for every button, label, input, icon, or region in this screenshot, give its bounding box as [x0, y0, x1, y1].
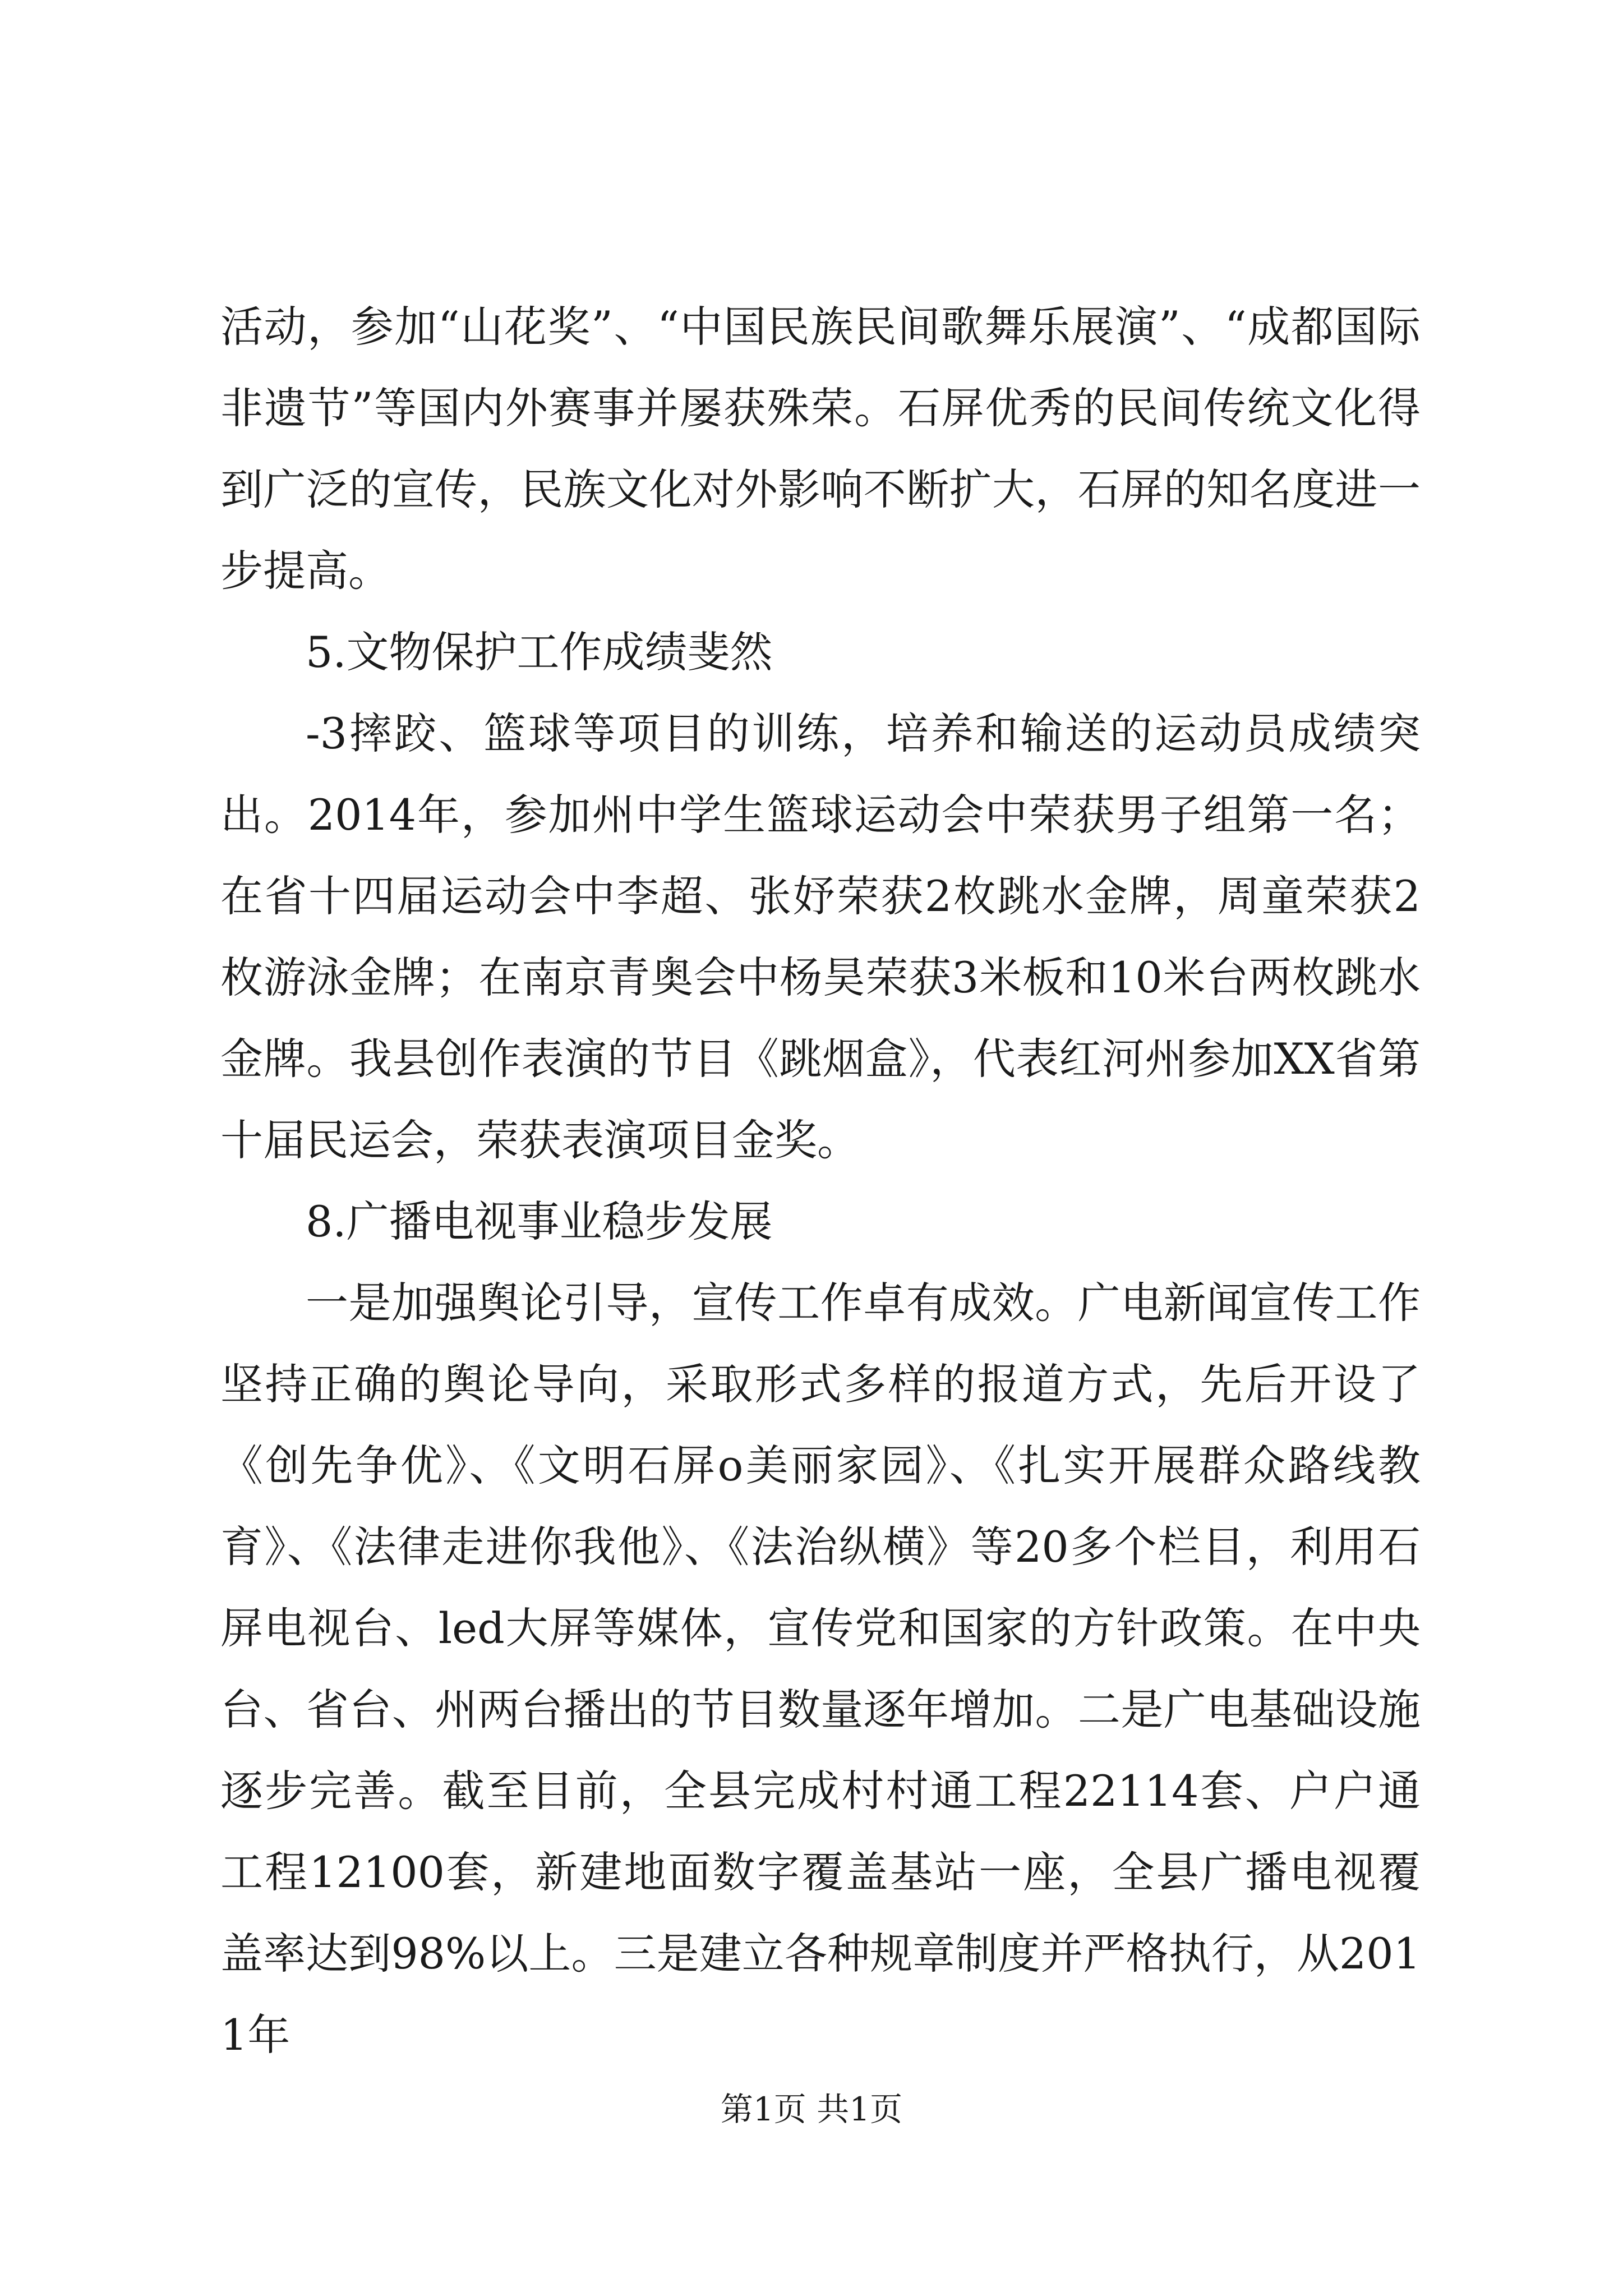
section-heading-5: 5.文物保护工作成绩斐然 [306, 627, 773, 677]
page-footer: 第1页 共1页 [720, 2090, 903, 2128]
paragraph-sports: -3摔跤、篮球等项目的训练，培养和输送的运动员成绩突出。2014年，参加州中学生篮球运动会中荣获男子组第一名；在省十四届运动会中李超、张妤荣获2枚跳水金牌，周童荣获2枚游泳金牌；在南京青奥会中杨昊荣获3米板和10米台两枚跳水金牌。我县创作表演的节目《跳烟盒》，代表红河州参加XX省第十届民运会，荣获表演项目金奖。 [220, 708, 1421, 1165]
section-heading-8: 8.广播电视事业稳步发展 [306, 1197, 773, 1246]
paragraph-broadcasting: 一是加强舆论引导，宣传工作卓有成效。广电新闻宣传工作坚持正确的舆论导向，采取形式多样的报道方式，先后开设了《创先争优》、《文明石屏o美丽家园》、《扎实开展群众路线教育》、《法律走进你我他》、《法治纵横》等20多个栏目，利用石屏电视台、led大屏等媒体，宣传党和国家的方针政策。在中央台、省台、州两台播出的节目数量逐年增加。二是广电基础设施逐步完善。截至目前，全县完成村村通工程22114套、户户通工程12100套，新建地面数字覆盖基站一座，全县广播电视覆盖率达到98%以上。三是建立各种规章制度并严格执行，从2011年 [220, 1278, 1421, 2060]
document-body [220, 286, 1421, 2076]
paragraph-1: 活动，参加“山花奖”、“中国民族民间歌舞乐展演”、“成都国际非遗节”等国内外赛事并屡获殊荣。石屏优秀的民间传统文化得到广泛的宣传，民族文化对外影响不断扩大，石屏的知名度进一步提高。 [220, 302, 1421, 596]
